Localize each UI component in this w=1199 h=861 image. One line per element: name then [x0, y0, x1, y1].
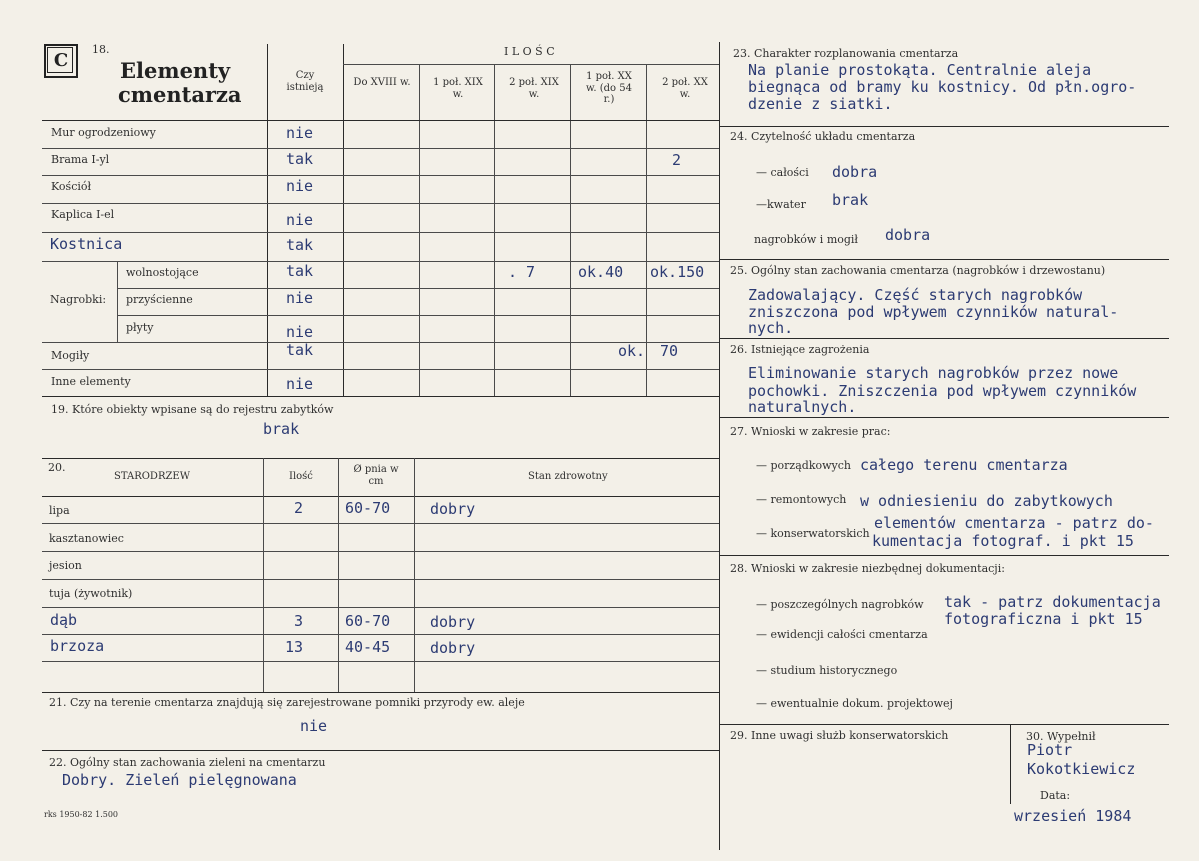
divider	[42, 579, 719, 580]
question-22: 22. Ogólny stan zachowania zieleni na cmentarzu	[49, 756, 326, 769]
answer-25-line: nych.	[748, 319, 794, 337]
divider	[1010, 724, 1011, 804]
exists-value: nie	[286, 289, 314, 307]
question-27: 27. Wnioski w zakresie prac:	[730, 425, 891, 438]
section-number: 18.	[92, 43, 110, 56]
column-header-1pol20: 1 poł. XX w. (do 54 r.)	[586, 71, 632, 105]
label-calosci: — całości	[756, 166, 809, 179]
divider	[494, 64, 495, 396]
row-label: Inne elementy	[51, 375, 131, 388]
divider	[719, 724, 1169, 725]
value-remontowych: w odniesieniu do zabytkowych	[860, 492, 1113, 510]
exists-value: nie	[286, 124, 314, 142]
question-26: 26. Istniejące zagrożenia	[730, 343, 870, 356]
answer-26-line: pochowki. Zniszczenia pod wpływem czynników	[748, 382, 1137, 400]
divider	[42, 120, 719, 121]
tree-count: 3	[294, 612, 304, 630]
divider	[42, 496, 719, 497]
tree-name-handwritten: dąb	[50, 611, 78, 629]
tree-diameter: 60-70	[345, 499, 391, 517]
exists-value: nie	[286, 323, 314, 341]
answer-26-line: naturalnych.	[748, 398, 857, 416]
column-header-2pol19: 2 poł. XIX w.	[509, 77, 559, 100]
row-label: wolnostojące	[126, 266, 199, 279]
label-remontowych: — remontowych	[756, 493, 847, 506]
section-title-line1: Elementy	[120, 58, 231, 83]
divider	[42, 551, 719, 552]
label-poszczegolnych: — poszczególnych nagrobków	[756, 598, 924, 611]
question-30: 30. Wypełnił	[1026, 730, 1096, 743]
divider	[414, 458, 415, 692]
quantity-value: 2	[672, 151, 682, 169]
quantity-value: 70	[660, 342, 679, 360]
question-24: 24. Czytelność układu cmentarza	[730, 130, 916, 143]
quantity-value: ok.	[618, 342, 646, 360]
value-porzadkowych: całego terenu cmentarza	[860, 456, 1068, 474]
quantity-value: ok.150	[650, 263, 705, 281]
filled-by-surname: Kokotkiewicz	[1027, 760, 1136, 778]
column-header-1pol19: 1 poł. XIX w.	[433, 77, 483, 100]
label-studium: — studium historycznego	[756, 664, 898, 677]
divider	[719, 417, 1169, 418]
exists-value: nie	[286, 211, 314, 229]
divider	[646, 64, 647, 396]
tree-name: lipa	[49, 504, 70, 517]
label-kwater: —kwater	[756, 198, 806, 211]
quantity-value: ok.40	[578, 263, 624, 281]
tree-diameter: 40-45	[345, 638, 391, 656]
exists-value: tak	[286, 262, 314, 280]
question-23: 23. Charakter rozplanowania cmentarza	[733, 47, 959, 60]
divider	[117, 288, 719, 289]
question-25: 25. Ogólny stan zachowania cmentarza (nagrobków i drzewostanu)	[730, 264, 1106, 277]
tree-name-handwritten: brzoza	[50, 637, 105, 655]
divider	[42, 750, 719, 751]
divider	[42, 607, 719, 608]
tree-name: jesion	[49, 559, 82, 572]
column-header-count: Ilość	[289, 471, 313, 482]
tree-count: 2	[294, 499, 304, 517]
value-konserwatorskich-2: kumentacja fotograf. i pkt 15	[872, 532, 1134, 550]
form-letter-box: C	[44, 44, 78, 78]
column-header-exists: Czy istnieją	[286, 70, 324, 93]
answer-25-line: Zadowalający. Część starych nagrobków	[748, 286, 1083, 304]
date-value: wrzesień 1984	[1014, 807, 1132, 825]
divider	[719, 126, 1169, 127]
value-poszczegolnych-1: tak - patrz dokumentacja	[944, 593, 1161, 611]
row-label: przyścienne	[126, 293, 193, 306]
date-label: Data:	[1040, 789, 1071, 802]
section-number: 20.	[48, 461, 66, 474]
label-projektowej: — ewentualnie dokum. projektowej	[756, 697, 953, 710]
answer-23-line: dzenie z siatki.	[748, 95, 893, 113]
answer-19: brak	[263, 420, 300, 438]
exists-value: tak	[286, 341, 314, 359]
quantity-value: . 7	[508, 263, 536, 281]
divider	[117, 315, 719, 316]
question-19: 19. Które obiekty wpisane są do rejestru zabytków	[51, 403, 334, 416]
row-label: płyty	[126, 321, 154, 334]
answer-21: nie	[300, 717, 328, 735]
divider	[42, 369, 719, 370]
divider	[719, 259, 1169, 260]
divider	[343, 64, 719, 65]
row-label: Kościół	[51, 180, 92, 193]
value-calosci: dobra	[832, 163, 878, 181]
divider	[42, 523, 719, 524]
tree-name: tuja (żywotnik)	[49, 587, 133, 600]
column-header-tree: STARODRZEW	[114, 471, 190, 482]
divider	[42, 458, 719, 459]
value-kwater: brak	[832, 191, 869, 209]
form-footer: rks 1950-82 1.500	[44, 810, 119, 819]
tree-diameter: 60-70	[345, 612, 391, 630]
column-header-quantity: I L O Ś C	[504, 45, 555, 58]
question-21: 21. Czy na terenie cmentarza znajdują się zarejestrowane pomniki przyrody ew. aleje	[49, 696, 525, 709]
column-header-diameter: Ø pnia w cm	[353, 464, 399, 487]
exists-value: tak	[286, 236, 314, 254]
divider	[719, 42, 720, 850]
divider	[42, 634, 719, 635]
filled-by-name: Piotr	[1027, 741, 1073, 759]
divider	[117, 262, 118, 342]
tree-name: kasztanowiec	[49, 532, 124, 545]
divider	[338, 458, 339, 692]
column-header-do18: Do XVIII w.	[353, 77, 411, 88]
row-label: Kaplica I-el	[51, 208, 115, 221]
section-title-line2: cmentarza	[118, 82, 242, 107]
column-header-health: Stan zdrowotny	[528, 471, 608, 482]
form-letter-inner-frame	[47, 47, 73, 73]
tree-health: dobry	[430, 639, 476, 657]
answer-22: Dobry. Zieleń pielęgnowana	[62, 771, 297, 789]
row-label: Mur ogrodzeniowy	[51, 126, 156, 139]
divider	[42, 692, 719, 693]
tree-count: 13	[285, 638, 304, 656]
label-konserwatorskich: — konserwatorskich	[756, 527, 870, 540]
divider	[42, 148, 719, 149]
divider	[42, 203, 719, 204]
value-nagrobkow: dobra	[885, 226, 931, 244]
row-label-handwritten: Kostnica	[50, 235, 123, 253]
divider	[263, 458, 264, 692]
label-nagrobkow: nagrobków i mogił	[754, 233, 859, 246]
exists-value: nie	[286, 375, 314, 393]
value-poszczegolnych-2: fotograficzna i pkt 15	[944, 610, 1143, 628]
divider	[719, 338, 1169, 339]
label-porzadkowych: — porządkowych	[756, 459, 851, 472]
tree-health: dobry	[430, 613, 476, 631]
divider	[42, 232, 719, 233]
answer-23-line: Na planie prostokąta. Centralnie aleja	[748, 61, 1092, 79]
divider	[267, 44, 268, 396]
answer-26-line: Eliminowanie starych nagrobków przez nowe	[748, 364, 1119, 382]
divider	[42, 175, 719, 176]
question-29: 29. Inne uwagi służb konserwatorskich	[730, 729, 949, 742]
answer-23-line: biegnąca od bramy ku kostnicy. Od płn.ogro-	[748, 78, 1137, 96]
column-header-2pol20: 2 poł. XX w.	[662, 77, 708, 100]
divider	[42, 261, 719, 262]
divider	[42, 661, 719, 662]
divider	[570, 64, 571, 396]
question-28: 28. Wnioski w zakresie niezbędnej dokumentacji:	[730, 562, 1005, 575]
row-label: Mogiły	[51, 349, 90, 362]
exists-value: tak	[286, 150, 314, 168]
divider	[42, 396, 719, 397]
label-ewidencji: — ewidencji całości cmentarza	[756, 628, 928, 641]
exists-value: nie	[286, 177, 314, 195]
row-label-nagrobki: Nagrobki:	[50, 293, 107, 306]
row-label: Brama I-yl	[51, 153, 110, 166]
tree-health: dobry	[430, 500, 476, 518]
value-konserwatorskich-1: elementów cmentarza - patrz do-	[874, 514, 1154, 532]
divider	[419, 64, 420, 396]
divider	[719, 555, 1169, 556]
divider	[343, 44, 344, 396]
answer-25-line: zniszczona pod wpływem czynników natural-	[748, 303, 1119, 321]
